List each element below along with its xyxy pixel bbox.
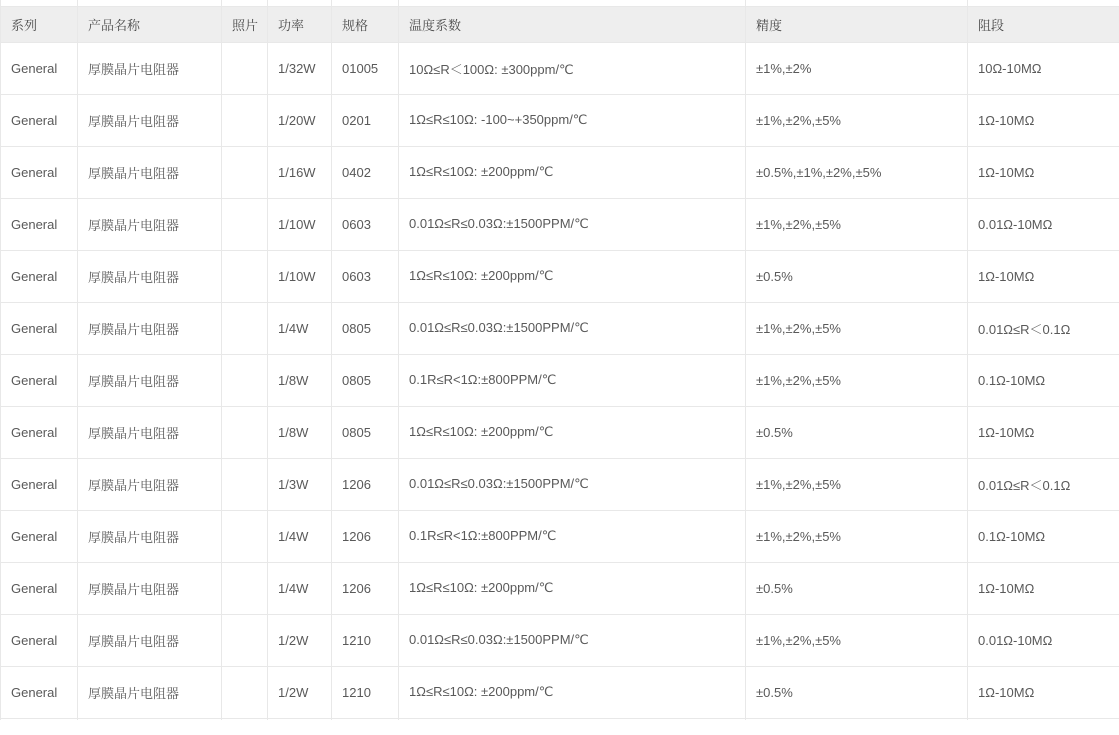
cell-product-name: 厚膜晶片电阻器 xyxy=(78,42,222,94)
cell-product-name: 厚膜晶片电阻器 xyxy=(78,666,222,718)
cell-resistance-range: 1Ω-10MΩ xyxy=(968,406,1119,458)
cell-spec: 0805 xyxy=(332,354,399,406)
cell-resistance-range: 0.01Ω-10MΩ xyxy=(968,614,1119,666)
cell-series: General xyxy=(1,198,78,250)
table-row xyxy=(1,458,1119,510)
cell-spec: 0603 xyxy=(332,250,399,302)
cell-temp-coefficient: 1Ω≤R≤10Ω: -100~+350ppm/℃ xyxy=(399,94,746,146)
cell-precision: ±0.5%,±1%,±2%,±5% xyxy=(746,146,968,198)
cell-product-name: 厚膜晶片电阻器 xyxy=(78,198,222,250)
cell-series: General xyxy=(1,562,78,614)
cell-photo xyxy=(222,198,268,250)
cell-precision: ±1%,±2%,±5% xyxy=(746,302,968,354)
cell-product-name: 厚膜晶片电阻器 xyxy=(78,510,222,562)
cell-temp-coefficient: 1Ω≤R≤10Ω: ±200ppm/℃ xyxy=(399,146,746,198)
table-row xyxy=(1,146,1119,198)
column-header-series: 系列 xyxy=(1,6,78,42)
table-edge-cell xyxy=(332,718,399,720)
cell-precision: ±1%,±2%,±5% xyxy=(746,458,968,510)
table-edge-cell xyxy=(78,718,222,720)
cell-spec: 01005 xyxy=(332,42,399,94)
cell-spec: 0805 xyxy=(332,406,399,458)
cell-product-name: 厚膜晶片电阻器 xyxy=(78,406,222,458)
cell-temp-coefficient: 0.01Ω≤R≤0.03Ω:±1500PPM/℃ xyxy=(399,302,746,354)
cell-spec: 0201 xyxy=(332,94,399,146)
cell-photo xyxy=(222,562,268,614)
table-row xyxy=(1,666,1119,718)
table-row xyxy=(1,302,1119,354)
cell-precision: ±1%,±2%,±5% xyxy=(746,614,968,666)
table-edge-cell xyxy=(268,718,332,720)
cell-product-name: 厚膜晶片电阻器 xyxy=(78,302,222,354)
cell-power: 1/2W xyxy=(268,666,332,718)
cell-resistance-range: 1Ω-10MΩ xyxy=(968,666,1119,718)
cell-product-name: 厚膜晶片电阻器 xyxy=(78,354,222,406)
cell-precision: ±0.5% xyxy=(746,666,968,718)
cell-resistance-range: 1Ω-10MΩ xyxy=(968,562,1119,614)
table-row xyxy=(1,250,1119,302)
cell-temp-coefficient: 1Ω≤R≤10Ω: ±200ppm/℃ xyxy=(399,250,746,302)
cell-resistance-range: 1Ω-10MΩ xyxy=(968,94,1119,146)
cell-precision: ±1%,±2%,±5% xyxy=(746,94,968,146)
table-bottom-edge xyxy=(1,718,1119,720)
cell-series: General xyxy=(1,94,78,146)
cell-series: General xyxy=(1,510,78,562)
cell-photo xyxy=(222,302,268,354)
cell-precision: ±1%,±2%,±5% xyxy=(746,510,968,562)
cell-temp-coefficient: 1Ω≤R≤10Ω: ±200ppm/℃ xyxy=(399,562,746,614)
cell-series: General xyxy=(1,614,78,666)
cell-product-name: 厚膜晶片电阻器 xyxy=(78,562,222,614)
table-row xyxy=(1,198,1119,250)
cell-temp-coefficient: 0.01Ω≤R≤0.03Ω:±1500PPM/℃ xyxy=(399,198,746,250)
cell-spec: 1206 xyxy=(332,562,399,614)
cell-temp-coefficient: 0.01Ω≤R≤0.03Ω:±1500PPM/℃ xyxy=(399,614,746,666)
cell-product-name: 厚膜晶片电阻器 xyxy=(78,614,222,666)
cell-spec: 1206 xyxy=(332,510,399,562)
cell-photo xyxy=(222,666,268,718)
cell-spec: 1210 xyxy=(332,614,399,666)
column-header-photo: 照片 xyxy=(222,6,268,42)
cell-photo xyxy=(222,458,268,510)
cell-temp-coefficient: 1Ω≤R≤10Ω: ±200ppm/℃ xyxy=(399,406,746,458)
cell-power: 1/8W xyxy=(268,354,332,406)
column-header-power: 功率 xyxy=(268,6,332,42)
cell-power: 1/4W xyxy=(268,302,332,354)
table-edge-cell xyxy=(399,718,746,720)
cell-product-name: 厚膜晶片电阻器 xyxy=(78,146,222,198)
cell-series: General xyxy=(1,666,78,718)
table-edge-cell xyxy=(746,718,968,720)
cell-photo xyxy=(222,354,268,406)
cell-photo xyxy=(222,94,268,146)
cell-spec: 1206 xyxy=(332,458,399,510)
cell-power: 1/16W xyxy=(268,146,332,198)
table-body xyxy=(1,42,1119,718)
table-row xyxy=(1,94,1119,146)
column-header-product-name: 产品名称 xyxy=(78,6,222,42)
cell-photo xyxy=(222,406,268,458)
cell-photo xyxy=(222,250,268,302)
cell-series: General xyxy=(1,250,78,302)
table-row xyxy=(1,562,1119,614)
cell-power: 1/8W xyxy=(268,406,332,458)
cell-power: 1/4W xyxy=(268,510,332,562)
cell-resistance-range: 1Ω-10MΩ xyxy=(968,250,1119,302)
cell-product-name: 厚膜晶片电阻器 xyxy=(78,250,222,302)
cell-resistance-range: 0.01Ω≤R＜0.1Ω xyxy=(968,302,1119,354)
cell-power: 1/10W xyxy=(268,250,332,302)
table-edge-cell xyxy=(222,718,268,720)
cell-power: 1/3W xyxy=(268,458,332,510)
table-row xyxy=(1,510,1119,562)
cell-series: General xyxy=(1,354,78,406)
cell-photo xyxy=(222,510,268,562)
table-row xyxy=(1,614,1119,666)
cell-resistance-range: 1Ω-10MΩ xyxy=(968,146,1119,198)
cell-power: 1/20W xyxy=(268,94,332,146)
cell-series: General xyxy=(1,146,78,198)
cell-temp-coefficient: 1Ω≤R≤10Ω: ±200ppm/℃ xyxy=(399,666,746,718)
cell-series: General xyxy=(1,302,78,354)
cell-precision: ±0.5% xyxy=(746,250,968,302)
cell-photo xyxy=(222,42,268,94)
cell-resistance-range: 0.1Ω-10MΩ xyxy=(968,510,1119,562)
table-row xyxy=(1,42,1119,94)
column-header-temp-coefficient: 温度系数 xyxy=(399,6,746,42)
cell-spec: 0402 xyxy=(332,146,399,198)
cell-resistance-range: 10Ω-10MΩ xyxy=(968,42,1119,94)
cell-power: 1/32W xyxy=(268,42,332,94)
cell-product-name: 厚膜晶片电阻器 xyxy=(78,94,222,146)
cell-precision: ±1%,±2%,±5% xyxy=(746,354,968,406)
cell-precision: ±0.5% xyxy=(746,562,968,614)
cell-spec: 0603 xyxy=(332,198,399,250)
cell-resistance-range: 0.1Ω-10MΩ xyxy=(968,354,1119,406)
cell-photo xyxy=(222,146,268,198)
cell-precision: ±1%,±2%,±5% xyxy=(746,198,968,250)
column-header-resistance-range: 阻段 xyxy=(968,6,1119,42)
cell-series: General xyxy=(1,406,78,458)
table-header-row xyxy=(1,6,1119,42)
cell-series: General xyxy=(1,458,78,510)
cell-power: 1/4W xyxy=(268,562,332,614)
table-row xyxy=(1,406,1119,458)
column-header-precision: 精度 xyxy=(746,6,968,42)
cell-precision: ±1%,±2% xyxy=(746,42,968,94)
column-header-spec: 规格 xyxy=(332,6,399,42)
cell-spec: 1210 xyxy=(332,666,399,718)
cell-series: General xyxy=(1,42,78,94)
table-row xyxy=(1,354,1119,406)
cell-resistance-range: 0.01Ω≤R＜0.1Ω xyxy=(968,458,1119,510)
cell-temp-coefficient: 0.1R≤R<1Ω:±800PPM/℃ xyxy=(399,510,746,562)
cell-photo xyxy=(222,614,268,666)
cell-power: 1/10W xyxy=(268,198,332,250)
cell-precision: ±0.5% xyxy=(746,406,968,458)
cell-temp-coefficient: 0.01Ω≤R≤0.03Ω:±1500PPM/℃ xyxy=(399,458,746,510)
cell-temp-coefficient: 10Ω≤R＜100Ω: ±300ppm/℃ xyxy=(399,42,746,94)
table-edge-cell xyxy=(1,718,78,720)
cell-temp-coefficient: 0.1R≤R<1Ω:±800PPM/℃ xyxy=(399,354,746,406)
cell-spec: 0805 xyxy=(332,302,399,354)
cell-power: 1/2W xyxy=(268,614,332,666)
cell-resistance-range: 0.01Ω-10MΩ xyxy=(968,198,1119,250)
cell-product-name: 厚膜晶片电阻器 xyxy=(78,458,222,510)
table-edge-cell xyxy=(968,718,1119,720)
